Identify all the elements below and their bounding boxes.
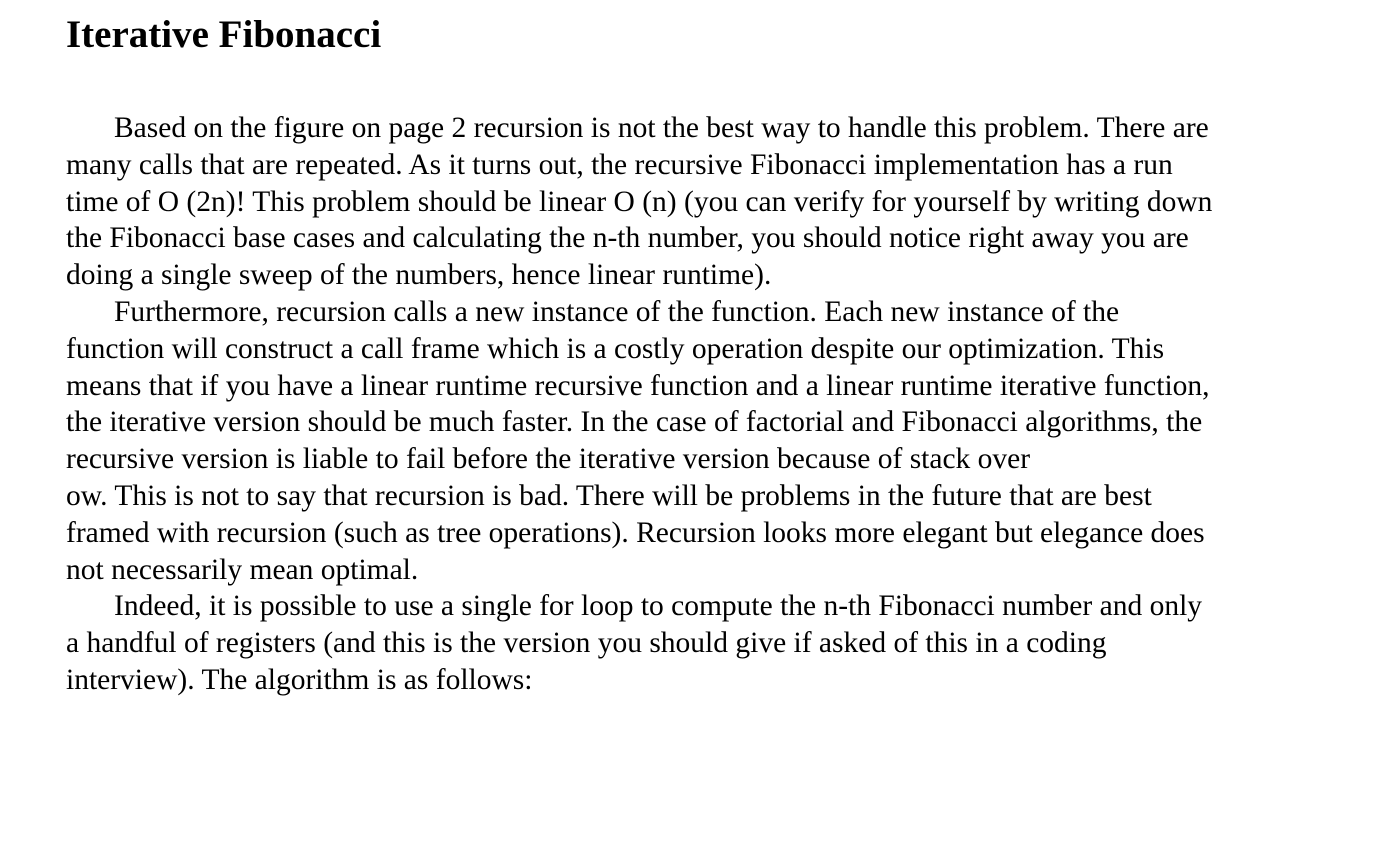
text-line: function will construct a call frame which is a costly operation despite our optimization. This xyxy=(66,332,1165,365)
document-page xyxy=(66,12,1316,699)
paragraph-1 xyxy=(66,110,1316,294)
text-line: interview). The algorithm is as follows: xyxy=(66,663,533,696)
text-line: time of O (2n)! This problem should be linear O (n) (you can verify for yourself by writing down xyxy=(66,185,1213,218)
text-line: the Fibonacci base cases and calculating the n-th number, you should notice right away you are xyxy=(66,222,1189,255)
text-line: a handful of registers (and this is the version you should give if asked of this in a coding xyxy=(66,627,1107,660)
text-line: many calls that are repeated. As it turns out, the recursive Fibonacci implementation has a run xyxy=(66,148,1173,181)
paragraph-3 xyxy=(66,588,1316,698)
section-heading: Iterative Fibonacci xyxy=(66,13,382,56)
text-line: Indeed, it is possible to use a single for loop to compute the n-th Fibonacci number and only xyxy=(114,590,1203,623)
text-line: Furthermore, recursion calls a new instance of the function. Each new instance of the xyxy=(114,295,1120,328)
text-line: framed with recursion (such as tree operations). Recursion looks more elegant but elegance does xyxy=(66,516,1205,549)
text-line: ow. This is not to say that recursion is bad. There will be problems in the future that are best xyxy=(66,479,1152,512)
text-line: means that if you have a linear runtime recursive function and a linear runtime iterative function, xyxy=(66,369,1210,402)
text-line: recursive version is liable to fail before the iterative version because of stack over xyxy=(66,443,1031,476)
paragraph-2 xyxy=(66,294,1316,588)
text-line: not necessarily mean optimal. xyxy=(66,553,419,586)
document-body xyxy=(66,110,1316,699)
text-line: the iterative version should be much faster. In the case of factorial and Fibonacci algorithms, the xyxy=(66,406,1203,439)
text-line: doing a single sweep of the numbers, hence linear runtime). xyxy=(66,259,772,292)
text-line: Based on the figure on page 2 recursion is not the best way to handle this problem. There are xyxy=(114,112,1209,144)
